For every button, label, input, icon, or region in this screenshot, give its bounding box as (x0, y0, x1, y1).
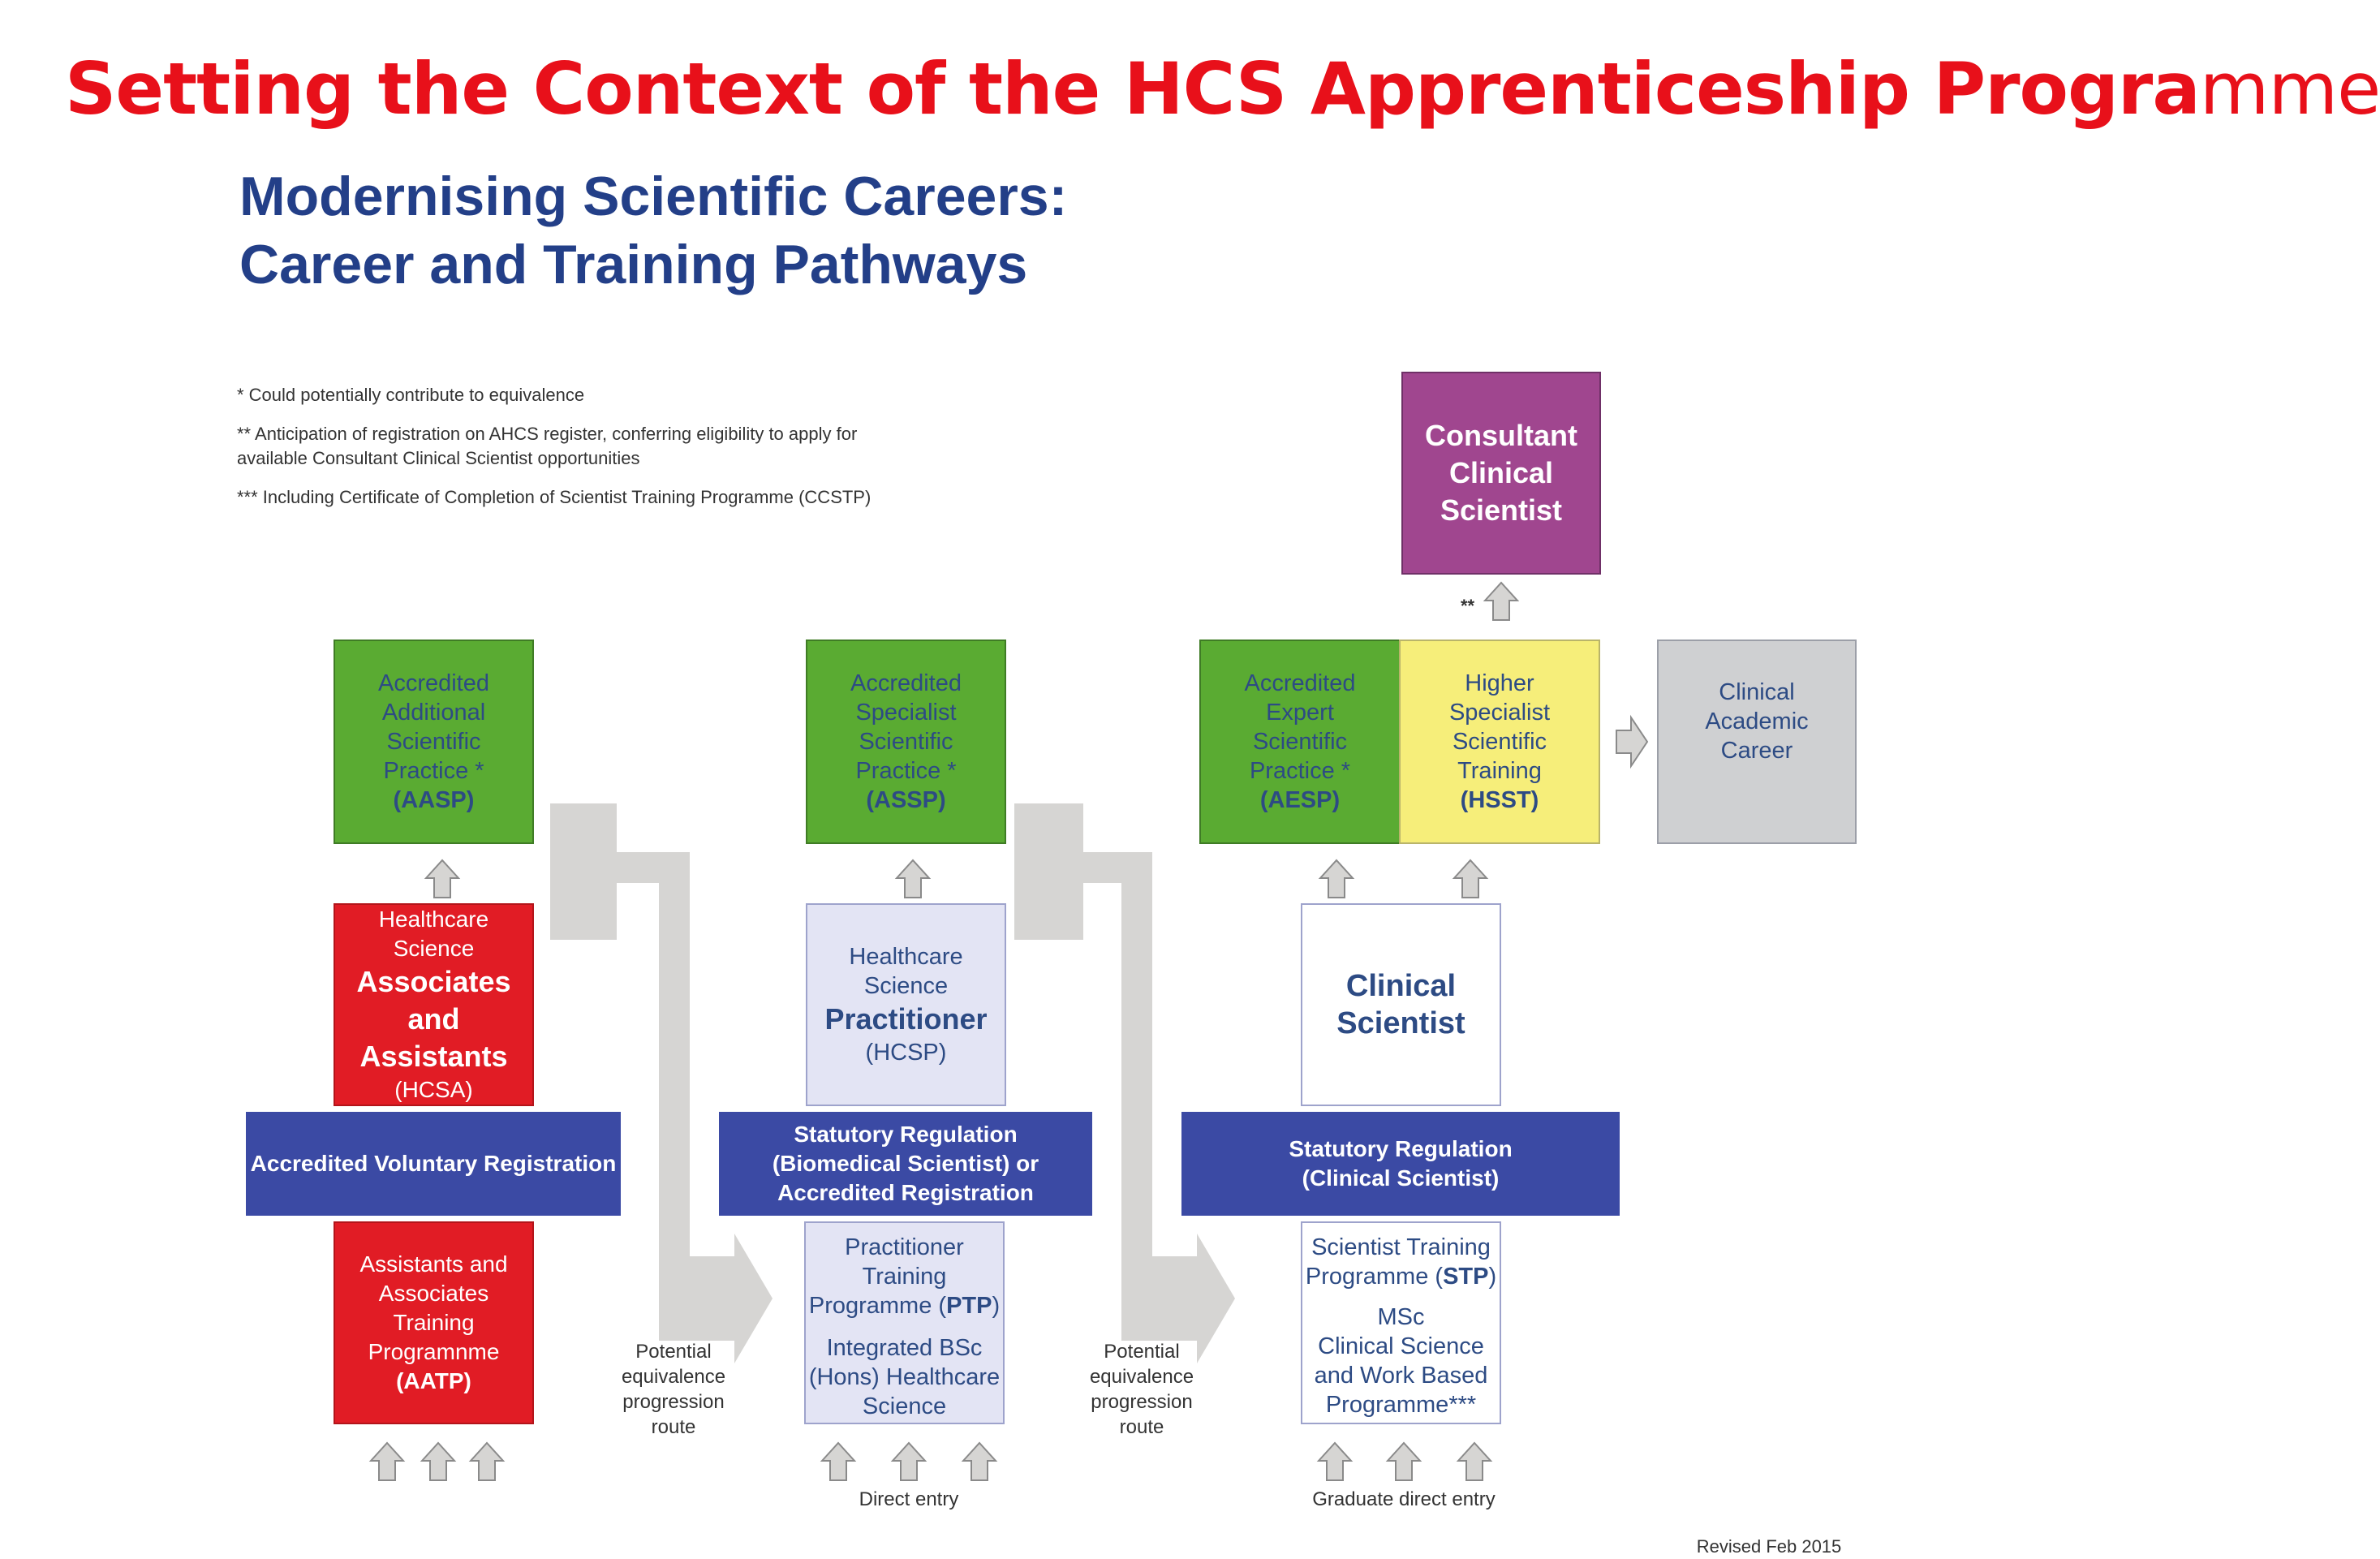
assp-line4: Practice * (855, 758, 957, 784)
stp-line3: MSc (1377, 1304, 1425, 1330)
aatp-line4: Programnme (368, 1339, 500, 1364)
stp-box (1301, 1221, 1501, 1424)
academic-line3: Career (1720, 738, 1793, 764)
assp-box (806, 640, 1006, 844)
ptp-line3: Integrated BSc (826, 1335, 983, 1361)
aasp-line3: Scientific (386, 729, 481, 755)
aasp-abbr: (AASP) (393, 787, 475, 813)
band-statutory-biomedical (719, 1112, 1092, 1216)
hsst-line4: Training (1457, 758, 1542, 784)
stp-line4: Clinical Science (1318, 1333, 1484, 1359)
clinical-scientist-box (1301, 903, 1501, 1106)
hcsa-abbr: (HCSA) (394, 1077, 473, 1102)
equivalence-label-right: Potential equivalence progression route (1089, 1341, 1194, 1438)
slide-title-main: Setting the Context of the HCS Apprenticeship Progra (65, 47, 2200, 131)
band-biomedical-line2: (Biomedical Scientist) or (772, 1151, 1039, 1176)
band-clinical-line1: Statutory Regulation (1289, 1136, 1513, 1161)
graduate-direct-entry-label: Graduate direct entry (1312, 1488, 1496, 1510)
equivalence-label-left: Potential equivalence progression route (621, 1341, 726, 1438)
aasp-line4: Practice * (383, 758, 484, 784)
ptp-line2: Programme (PTP) (808, 1293, 1001, 1319)
hcsa-box (334, 903, 534, 1106)
aesp-box (1199, 640, 1401, 844)
ptp-line1: Practitioner Training (845, 1234, 964, 1290)
hcsp-box (806, 903, 1006, 1106)
assp-line3: Scientific (859, 729, 953, 755)
assp-line1: Accredited (850, 670, 962, 696)
hsst-abbr: (HSST) (1460, 787, 1539, 813)
clinical-scientist-line1: Clinical (1345, 969, 1457, 1003)
band-biomedical-line3: Accredited Registration (777, 1180, 1034, 1205)
clinical-scientist-line2: Scientist (1336, 1006, 1465, 1040)
ptp-box (804, 1221, 1005, 1424)
aasp-line2: Additional (381, 700, 486, 726)
ptp-line5: Science (862, 1393, 947, 1419)
band-statutory-clinical (1181, 1112, 1620, 1216)
hcsa-line3: Associates (356, 965, 511, 998)
band-accredited-voluntary-registration (246, 1112, 621, 1216)
consultant-marker: ** (1461, 596, 1475, 616)
hcsp-abbr: (HCSP) (865, 1040, 947, 1066)
diagram-title-line2: Career and Training Pathways (239, 234, 1028, 295)
hsst-line2: Specialist (1448, 700, 1551, 726)
hcsa-line4: and Assistants (359, 1002, 508, 1073)
aesp-line1: Accredited (1244, 670, 1356, 696)
footnote-3: *** Including Certificate of Completion of Scientist Training Programme (CCSTP) (237, 487, 872, 507)
consultant-clinical-scientist-box (1401, 372, 1601, 575)
revised-date: Revised Feb 2015 (1696, 1536, 1842, 1557)
progression-arrow-left (550, 803, 773, 1363)
stp-line2: Programme (STP) (1305, 1264, 1497, 1290)
hcsp-line2: Science (863, 973, 949, 999)
assp-line2: Specialist (855, 700, 957, 726)
consultant-line3: Scientist (1440, 493, 1563, 527)
progression-arrow-right (1014, 803, 1235, 1363)
academic-line1: Clinical (1719, 679, 1795, 705)
aesp-abbr: (AESP) (1259, 787, 1341, 813)
hcsa-line2: Science (393, 936, 475, 961)
stp-line6: Programme*** (1325, 1392, 1477, 1418)
aatp-line1: Assistants and (359, 1251, 508, 1277)
footnote-2b: available Consultant Clinical Scientist opportunities (237, 448, 640, 468)
consultant-line1: Consultant (1425, 419, 1577, 452)
assp-abbr: (ASSP) (866, 787, 946, 813)
aesp-line4: Practice * (1249, 758, 1351, 784)
band-voluntary-line1: Accredited Voluntary Registration (250, 1151, 617, 1176)
academic-line2: Academic (1705, 708, 1809, 734)
hsst-line3: Scientific (1452, 729, 1547, 755)
aatp-line2: Associates (378, 1281, 489, 1306)
hsst-line1: Higher (1465, 670, 1534, 696)
stp-line1: Scientist Training (1311, 1234, 1491, 1260)
hcsp-line3: Practitioner (824, 1002, 988, 1036)
hcsp-line1: Healthcare (849, 944, 963, 970)
footnote-2: ** Anticipation of registration on AHCS register, conferring eligibility to apply for (237, 424, 858, 444)
aatp-abbr: (AATP) (396, 1368, 471, 1393)
aesp-line2: Expert (1266, 700, 1334, 726)
aatp-line3: Training (393, 1310, 475, 1335)
diagram-title-line1: Modernising Scientific Careers: (239, 166, 1068, 227)
stp-line5: and Work Based (1314, 1363, 1488, 1389)
aasp-line1: Accredited (377, 670, 489, 696)
aatp-box (334, 1221, 534, 1424)
hsst-box (1399, 640, 1600, 844)
aesp-line3: Scientific (1252, 729, 1348, 755)
clinical-academic-career-box (1657, 640, 1857, 844)
slide-title-tail: mme (2199, 47, 2380, 131)
consultant-line2: Clinical (1448, 456, 1554, 489)
ptp-line4: (Hons) Healthcare (808, 1364, 1001, 1390)
band-clinical-line2: (Clinical Scientist) (1302, 1165, 1500, 1191)
aasp-box (334, 640, 534, 844)
footnote-1: * Could potentially contribute to equivalence (237, 385, 585, 405)
direct-entry-label: Direct entry (859, 1488, 959, 1510)
hcsa-line1: Healthcare (378, 907, 489, 932)
band-biomedical-line1: Statutory Regulation (794, 1122, 1018, 1147)
